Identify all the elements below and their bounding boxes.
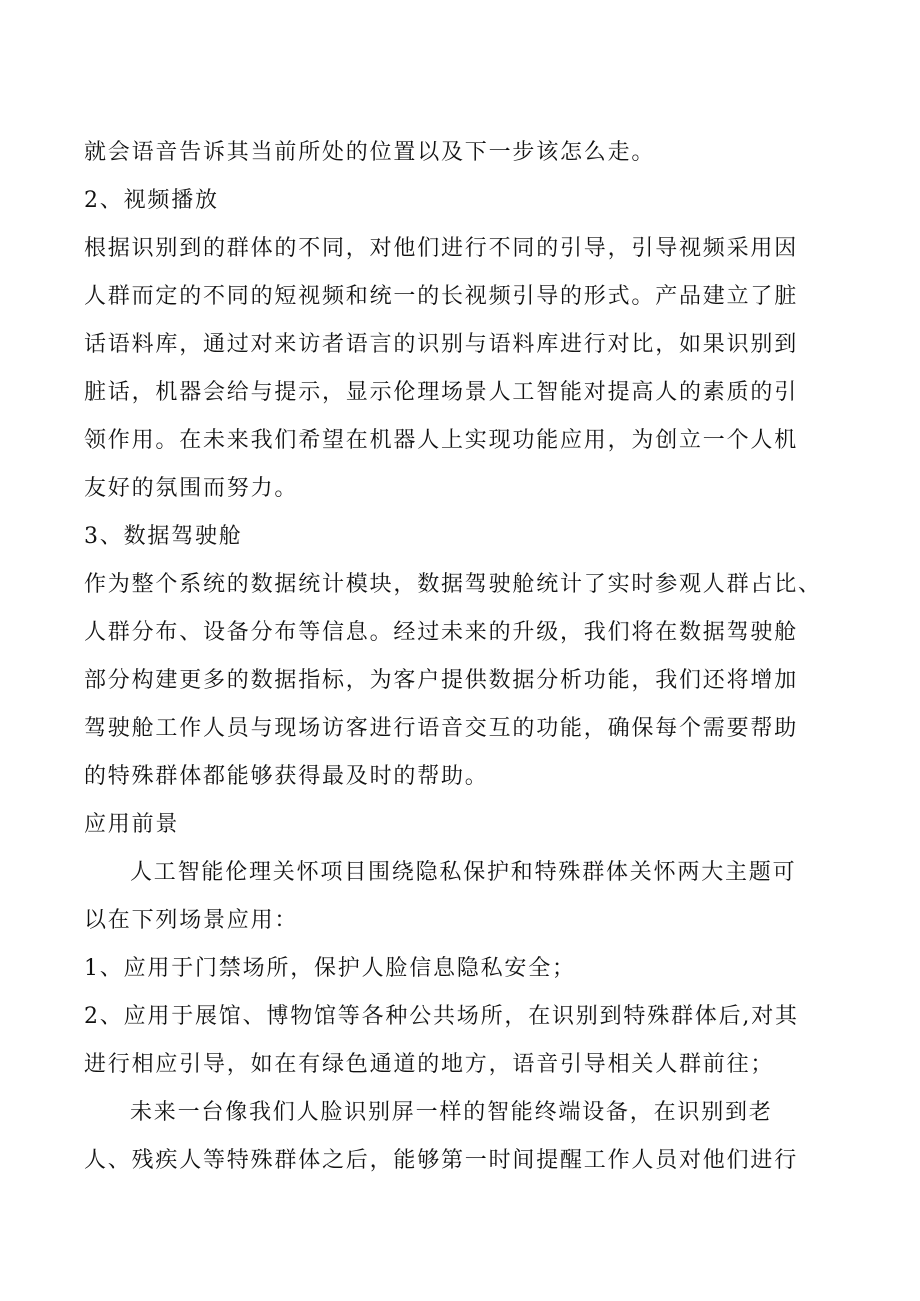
paragraph-line: 以在下列场景应用：	[84, 908, 299, 933]
paragraph-line: 进行相应引导，如在有绿色通道的地方，语音引导相关人群前往；	[84, 1052, 775, 1077]
paragraph-line: 驾驶舱工作人员与现场访客进行语音交互的功能，确保每个需要帮助	[84, 716, 799, 741]
paragraph-line: 话语料库，通过对来访者语言的识别与语料库进行对比，如果识别到	[84, 332, 799, 357]
paragraph-line: 人群而定的不同的短视频和统一的长视频引导的形式。产品建立了脏	[84, 284, 799, 309]
paragraph-line: 的特殊群体都能够获得最及时的帮助。	[84, 764, 489, 789]
paragraph-line: 未来一台像我们人脸识别屏一样的智能终端设备，在识别到老	[130, 1100, 773, 1125]
section-heading-video-playback: 2、视频播放	[84, 188, 219, 213]
paragraph-line: 作为整个系统的数据统计模块，数据驾驶舱统计了实时参观人群占比、	[84, 572, 822, 597]
section-heading-application-prospects: 应用前景	[84, 812, 180, 837]
paragraph-line: 根据识别到的群体的不同，对他们进行不同的引导，引导视频采用因	[84, 236, 799, 261]
paragraph-line: 友好的氛围而努力。	[84, 476, 299, 501]
paragraph-line: 人工智能伦理关怀项目围绕隐私保护和特殊群体关怀两大主题可	[130, 860, 797, 885]
paragraph-line: 就会语音告诉其当前所处的位置以及下一步该怎么走。	[84, 140, 656, 165]
list-item: 2、应用于展馆、博物馆等各种公共场所，在识别到特殊群体后,对其	[84, 1004, 799, 1029]
paragraph-line: 领作用。在未来我们希望在机器人上实现功能应用，为创立一个人机	[84, 428, 799, 453]
paragraph-line: 人群分布、设备分布等信息。经过未来的升级，我们将在数据驾驶舱	[84, 620, 799, 645]
paragraph-line: 部分构建更多的数据指标，为客户提供数据分析功能，我们还将增加	[84, 668, 799, 693]
paragraph-line: 脏话，机器会给与提示，显示伦理场景人工智能对提高人的素质的引	[84, 380, 799, 405]
paragraph-line: 人、残疾人等特殊群体之后，能够第一时间提醒工作人员对他们进行	[84, 1148, 799, 1173]
list-item: 1、应用于门禁场所，保护人脸信息隐私安全；	[84, 956, 576, 981]
section-heading-data-cockpit: 3、数据驾驶舱	[84, 524, 243, 549]
